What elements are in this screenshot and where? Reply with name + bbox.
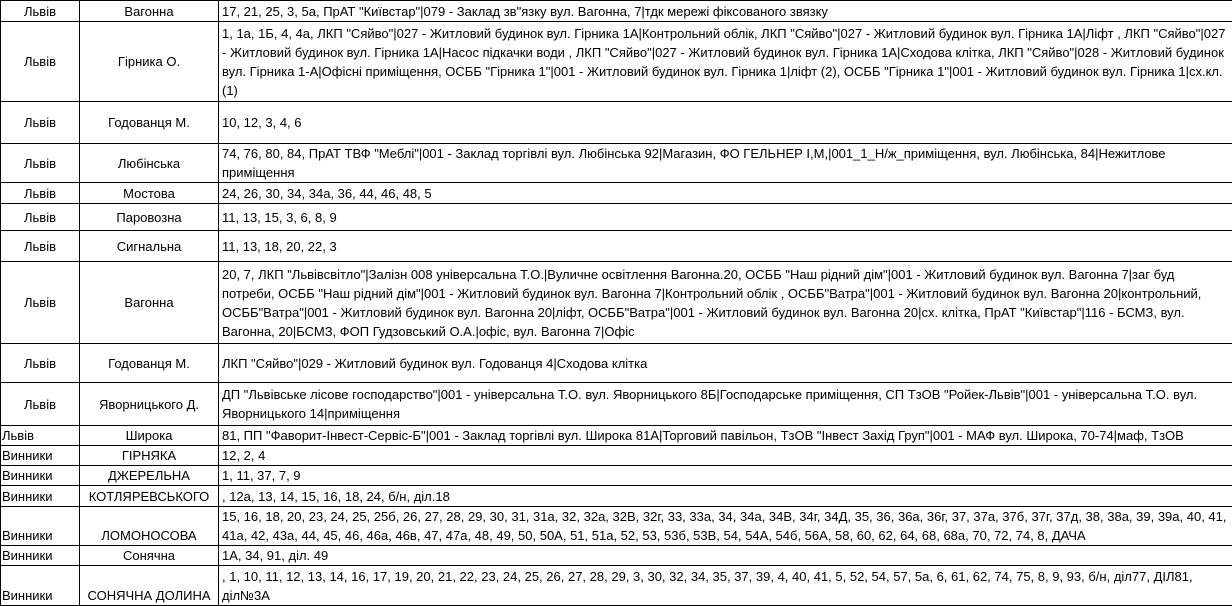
city-cell: Винники bbox=[1, 566, 80, 606]
street-cell: Вагонна bbox=[80, 1, 219, 22]
houses-cell: 10, 12, 3, 4, 6 bbox=[219, 102, 1232, 144]
table-row bbox=[1, 466, 1232, 486]
table-row bbox=[1, 546, 1232, 566]
table-row bbox=[1, 507, 1232, 546]
houses-cell: 11, 13, 18, 20, 22, 3 bbox=[219, 231, 1232, 262]
street-cell: КОТЛЯРЕВСЬКОГО bbox=[80, 486, 219, 507]
houses-cell: 11, 13, 15, 3, 6, 8, 9 bbox=[219, 204, 1232, 231]
street-cell: Годованця М. bbox=[80, 102, 219, 144]
street-cell: ЛОМОНОСОВА bbox=[80, 507, 219, 546]
table-row bbox=[1, 183, 1232, 204]
city-cell: Львів bbox=[1, 102, 80, 144]
houses-cell: 17, 21, 25, 3, 5а, ПрАТ "Київстар"|079 - Заклад зв"язку вул. Вагонна, 7|тдк мережі фіксованого звязку bbox=[219, 1, 1232, 22]
street-cell: Паровозна bbox=[80, 204, 219, 231]
houses-cell: 15, 16, 18, 20, 23, 24, 25, 25б, 26, 27, 28, 29, 30, 31, 31а, 32, 32а, 32В, 32г, 33, 33а, 34, 34а, 34В, 34г, 34Д, 35, 36, 36а, 36г, 37, 37а, 37б, 37г, 37д, 38, 38а, 39, 39а, 40, 41, 41а, 42, 43а, 44, 45, 46, 46а, 46в, 47, 47а, 48, 49, 50, 50А, 51, 51а, 52, 53, 53б, 53В, 54, 54А, 54б, 56А, 58, 60, 62, 64, 68, 68а, 70, 72, 74, 8, ДАЧА bbox=[219, 507, 1232, 546]
houses-cell: , 1, 10, 11, 12, 13, 14, 16, 17, 19, 20, 21, 22, 23, 24, 25, 26, 27, 28, 29, 3, 30, 32, 34, 35, 37, 39, 4, 40, 41, 5, 52, 54, 57, 5а, 6, 61, 62, 74, 75, 8, 9, 93, б/н, діл77, ДІЛ81, діл№3А bbox=[219, 566, 1232, 606]
houses-cell: 12, 2, 4 bbox=[219, 446, 1232, 466]
city-cell: Львів bbox=[1, 144, 80, 183]
table-row bbox=[1, 486, 1232, 507]
houses-cell: 74, 76, 80, 84, ПрАТ ТВФ "Меблі"|001 - Заклад торгівлі вул. Любінська 92|Магазин, ФО ГЕЛЬНЕР І,М,|001_1_Н/ж_приміщення, вул. Любінська, 84|Нежитлове приміщення bbox=[219, 144, 1232, 183]
city-cell: Львів bbox=[1, 183, 80, 204]
street-cell: Яворницького Д. bbox=[80, 383, 219, 426]
table-row bbox=[1, 144, 1232, 183]
table-row bbox=[1, 566, 1232, 606]
city-cell: Львів bbox=[1, 426, 80, 446]
city-cell: Львів bbox=[1, 1, 80, 22]
table-row bbox=[1, 1, 1232, 22]
city-cell: Львів bbox=[1, 344, 80, 383]
street-cell: СОНЯЧНА ДОЛИНА bbox=[80, 566, 219, 606]
city-cell: Львів bbox=[1, 231, 80, 262]
table-row bbox=[1, 383, 1232, 426]
street-cell: Годованця М. bbox=[80, 344, 219, 383]
street-cell: ГІРНЯКА bbox=[80, 446, 219, 466]
street-cell: Сигнальна bbox=[80, 231, 219, 262]
table-row bbox=[1, 231, 1232, 262]
table-row bbox=[1, 204, 1232, 231]
city-cell: Винники bbox=[1, 546, 80, 566]
houses-cell: ДП "Львівське лісове господарство"|001 - універсальна Т.О. вул. Яворницького 8Б|Господарське приміщення, СП ТзОВ "Ройек-Львів"|001 - універсальна Т.О. вул. Яворницького 14|приміщення bbox=[219, 383, 1232, 426]
city-cell: Львів bbox=[1, 204, 80, 231]
table-row bbox=[1, 102, 1232, 144]
houses-cell: 1, 11, 37, 7, 9 bbox=[219, 466, 1232, 486]
city-cell: Винники bbox=[1, 507, 80, 546]
city-cell: Винники bbox=[1, 446, 80, 466]
houses-cell: 81, ПП "Фаворит-Інвест-Сервіс-Б"|001 - Заклад торгівлі вул. Широка 81А|Торговий павільон, ТзОВ "Інвест Захід Груп"|001 - МАФ вул. Широка, 70-74|маф, ТзОВ bbox=[219, 426, 1232, 446]
houses-cell: , 12а, 13, 14, 15, 16, 18, 24, б/н, діл.18 bbox=[219, 486, 1232, 507]
city-cell: Львів bbox=[1, 383, 80, 426]
street-cell: Гірника О. bbox=[80, 22, 219, 102]
street-cell: Сонячна bbox=[80, 546, 219, 566]
table-row bbox=[1, 344, 1232, 383]
houses-cell: 20, 7, ЛКП "Львівсвітло"|Залізн 008 універсальна Т.О.|Вуличне освітлення Вагонна.20, ОСББ "Наш рідний дім"|001 - Житловий будинок вул. Вагонна 7|заг буд потреби, ОСББ "Наш рідний дім"|001 - Житловий будинок вул. Вагонна 7|Контрольний облік , ОСББ"Ватра"|001 - Житловий будинок вул. Вагонна 20|контрольний, ОСББ"Ватра"|001 - Житловий будинок вул. Вагонна 20|ліфт, ОСББ"Ватра"|001 - Житловий будинок вул. Вагонна 20|сх. клітка, ПрАТ "Київстар"|116 - БСМЗ, вул. Вагонна, 20|БСМЗ, ФОП Гудзовський О.А.|офіс, вул. Вагонна 7|Офіс bbox=[219, 262, 1232, 344]
street-cell: Вагонна bbox=[80, 262, 219, 344]
table-row bbox=[1, 426, 1232, 446]
city-cell: Винники bbox=[1, 486, 80, 507]
street-cell: Широка bbox=[80, 426, 219, 446]
houses-cell: 1, 1а, 1Б, 4, 4а, ЛКП "Сяйво"|027 - Житловий будинок вул. Гірника 1А|Контрольний облік, ЛКП "Сяйво"|027 - Житловий будинок вул. Гірника 1А|Ліфт , ЛКП "Сяйво"|027 - Житловий будинок вул. Гірника 1А|Насос підкачки води , ЛКП "Сяйво"|027 - Житловий будинок вул. Гірника 1А|Сходова клітка, ЛКП "Сяйво"|028 - Житловий будинок вул. Гірника 1-А|Офісні приміщення, ОСББ "Гірника 1"|001 - Житловий будинок вул. Гірника 1|ліфт (2), ОСББ "Гірника 1"|001 - Житловий будинок вул. Гірника 1|сх.кл. (1) bbox=[219, 22, 1232, 102]
city-cell: Львів bbox=[1, 262, 80, 344]
city-cell: Львів bbox=[1, 22, 80, 102]
houses-cell: 24, 26, 30, 34, 34а, 36, 44, 46, 48, 5 bbox=[219, 183, 1232, 204]
street-cell: ДЖЕРЕЛЬНА bbox=[80, 466, 219, 486]
city-cell: Винники bbox=[1, 466, 80, 486]
street-cell: Мостова bbox=[80, 183, 219, 204]
table-row bbox=[1, 446, 1232, 466]
street-cell: Любінська bbox=[80, 144, 219, 183]
table-row bbox=[1, 22, 1232, 102]
houses-cell: ЛКП "Сяйво"|029 - Житловий будинок вул. Годованця 4|Сходова клітка bbox=[219, 344, 1232, 383]
table-row bbox=[1, 262, 1232, 344]
houses-cell: 1А, 34, 91, діл. 49 bbox=[219, 546, 1232, 566]
